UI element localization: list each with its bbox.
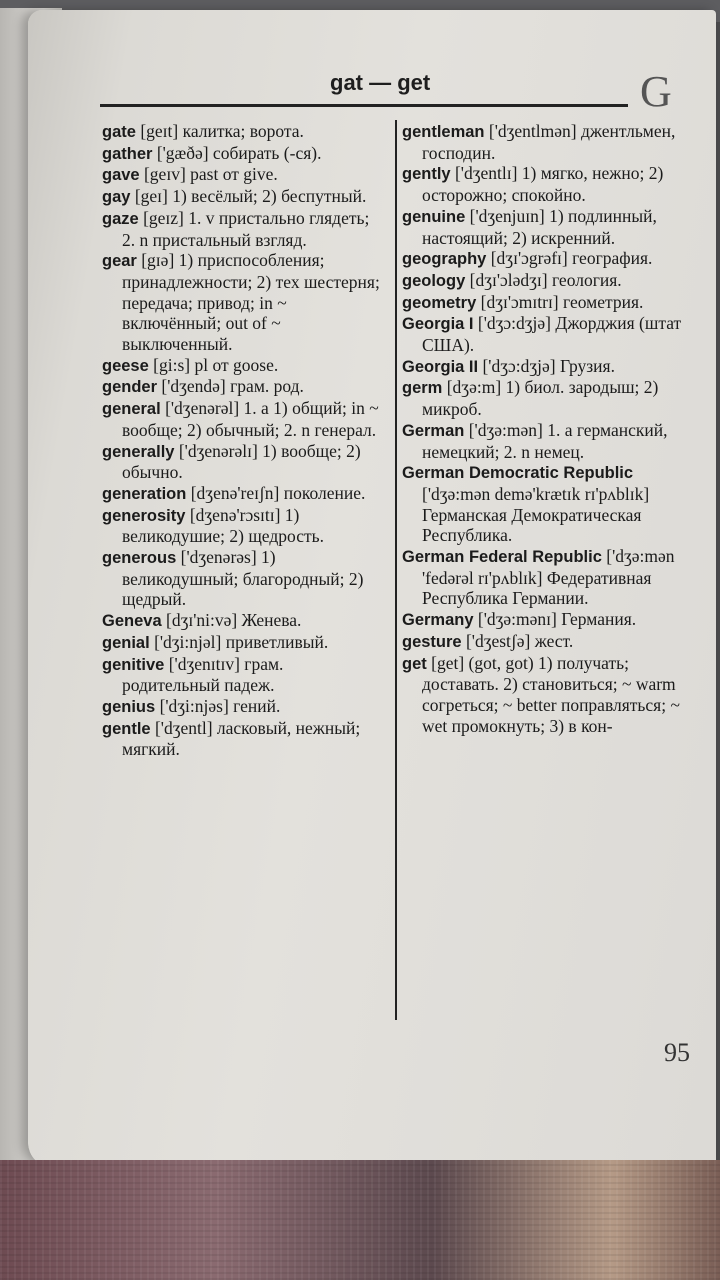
- definition: ['dʒɔ:dʒjə] Грузия.: [478, 355, 615, 376]
- definition: [geɪv] past от give.: [139, 164, 278, 185]
- dictionary-entry: [402, 631, 702, 653]
- definition: [dʒɪ'ni:və] Женева.: [161, 610, 302, 631]
- headword: Germany: [402, 611, 474, 630]
- headword: gently: [402, 165, 451, 184]
- headword: Georgia II: [402, 357, 479, 376]
- dictionary-entry: [102, 355, 384, 377]
- dictionary-entry: [402, 653, 702, 737]
- dictionary-entry: [402, 313, 702, 355]
- definition: [geɪt] калитка; ворота.: [135, 121, 304, 141]
- headword: geese: [102, 356, 149, 375]
- definition: [dʒenə'rɔsɪtɪ] 1) великодушие; 2) щедрость.: [122, 504, 324, 547]
- definition: ['dʒenərəs] 1) великодушный; благородный; 2) щедрый.: [122, 547, 364, 610]
- definition: [dʒə:m] 1) биол. зародыш; 2) микроб.: [422, 377, 659, 420]
- headword: Geneva: [102, 612, 162, 631]
- headword: genial: [102, 633, 150, 652]
- headword: gender: [102, 378, 158, 397]
- dictionary-entry: [102, 398, 384, 440]
- definition: ['dʒentl] ласковый, нежный; мягкий.: [122, 717, 361, 760]
- definition: ['dʒə:mən 'fedərəl rɪ'pʌblɪk] Федеративная Республика Германии.: [422, 546, 675, 609]
- definition: [geɪ] 1) весёлый; 2) беспутный.: [130, 186, 367, 207]
- headword: generation: [102, 484, 187, 503]
- dictionary-entry: [402, 356, 702, 378]
- dictionary-entry: [102, 505, 384, 547]
- headword: gesture: [402, 632, 462, 651]
- definition: [dʒɪ'ɔlədʒɪ] геология.: [465, 269, 622, 290]
- dictionary-entry: [102, 696, 384, 718]
- definition: ['dʒɔ:dʒjə] Джорджия (штат США).: [422, 313, 682, 356]
- page-header: gat — get: [330, 70, 431, 95]
- definition: ['dʒə:mən] 1. a германский, немецкий; 2. n немец.: [422, 419, 668, 462]
- header-rule: [100, 104, 628, 107]
- definition: [dʒɪ'ɔgrəfɪ] география.: [486, 248, 653, 269]
- headword: Georgia I: [402, 315, 474, 334]
- dictionary-entry: [402, 121, 702, 163]
- dictionary-entry: [402, 292, 702, 314]
- column-divider: [395, 120, 397, 1020]
- definition: ['dʒendə] грам. род.: [157, 376, 304, 397]
- dictionary-entry: [102, 441, 384, 483]
- headword: gaze: [102, 209, 139, 228]
- definition: ['dʒenərəlɪ] 1) вообще; 2) обычно.: [122, 440, 361, 483]
- dictionary-entry: [402, 462, 702, 546]
- definition: ['dʒə:mənɪ] Германия.: [473, 609, 637, 630]
- definition: ['dʒentlɪ] 1) мягко, нежно; 2) осторожно; спокойно.: [422, 163, 664, 206]
- page-number: 95: [664, 1038, 690, 1067]
- headword: get: [402, 654, 427, 673]
- definition: [gi:s] pl от goose.: [148, 354, 279, 375]
- headword: gather: [102, 144, 153, 163]
- definition: ['dʒentlmən] джентльмен, господин.: [422, 121, 676, 163]
- dictionary-entry: [102, 547, 384, 610]
- definition: ['dʒenjuɪn] 1) подлинный, настоящий; 2) искренний.: [422, 205, 657, 248]
- definition: [dʒenə'reɪʃn] поколение.: [186, 482, 366, 503]
- dictionary-entry: [102, 143, 384, 165]
- dictionary-entry: [102, 186, 384, 208]
- dictionary-entry: [402, 206, 702, 248]
- definition: ['dʒestʃə] жест.: [461, 630, 574, 651]
- headword: genuine: [402, 207, 466, 226]
- right-column: [402, 121, 702, 736]
- dictionary-entry: [402, 248, 702, 270]
- headword: generous: [102, 549, 177, 568]
- definition: [get] (got, got) 1) получать; доставать. 2) становиться; ~ warm согреться; ~ better поправляться; ~ wet промокнуть; 3) в кон-: [422, 652, 680, 736]
- definition: ['dʒenɪtɪv] грам. родительный падеж.: [122, 653, 284, 696]
- dictionary-entry: [102, 121, 384, 143]
- headword: germ: [402, 379, 443, 398]
- headword: German: [402, 421, 465, 440]
- dictionary-entry: [402, 163, 702, 205]
- headword: geology: [402, 271, 466, 290]
- headword: German Democratic Republic: [402, 464, 634, 483]
- fabric-background: [0, 1160, 720, 1280]
- headword: gay: [102, 188, 131, 207]
- headword: geography: [402, 250, 487, 269]
- section-letter: G: [640, 67, 672, 116]
- headword: generally: [102, 442, 175, 461]
- headword: gate: [102, 123, 136, 141]
- definition: [geɪz] 1. v пристально глядеть; 2. n пристальный взгляд.: [122, 207, 370, 250]
- headword: genius: [102, 697, 156, 716]
- dictionary-entry: [402, 420, 702, 462]
- dictionary-entry: [102, 250, 384, 355]
- headword: gentleman: [402, 123, 485, 141]
- dictionary-entry: [102, 376, 384, 398]
- definition: ['dʒi:njəl] приветливый.: [149, 631, 329, 652]
- dictionary-entry: [102, 483, 384, 505]
- dictionary-entry: [102, 632, 384, 654]
- headword: German Federal Republic: [402, 548, 602, 567]
- dictionary-entry: [102, 208, 384, 250]
- headword: geometry: [402, 293, 477, 312]
- dictionary-entry: [102, 610, 384, 632]
- left-column: [102, 121, 384, 760]
- dictionary-entry: [102, 164, 384, 186]
- dictionary-entry: [402, 609, 702, 631]
- definition: ['gæðə] собирать (-ся).: [152, 142, 322, 163]
- dictionary-entry: [402, 546, 702, 609]
- definition: ['dʒi:njəs] гений.: [155, 695, 281, 716]
- definition: ['dʒə:mən demə'krætɪk rɪ'pʌblɪk] Германская Демократическая Республика.: [422, 483, 650, 546]
- dictionary-entry: [102, 654, 384, 696]
- headword: genitive: [102, 655, 165, 674]
- headword: general: [102, 400, 161, 419]
- headword: generosity: [102, 506, 186, 525]
- headword: gave: [102, 166, 140, 185]
- definition: [gɪə] 1) приспособления; принадлежности; 2) тех шестерня; передача; привод; in ~ включённый; out of ~ выключенный.: [122, 250, 380, 355]
- dictionary-entry: [402, 377, 702, 419]
- dictionary-entry: [402, 270, 702, 292]
- headword: gear: [102, 252, 137, 271]
- definition: [dʒɪ'ɔmɪtrɪ] геометрия.: [476, 291, 644, 312]
- dictionary-entry: [102, 718, 384, 760]
- headword: gentle: [102, 719, 151, 738]
- definition: ['dʒenərəl] 1. a 1) общий; in ~ вообще; 2) обычный; 2. n генерал.: [122, 398, 379, 440]
